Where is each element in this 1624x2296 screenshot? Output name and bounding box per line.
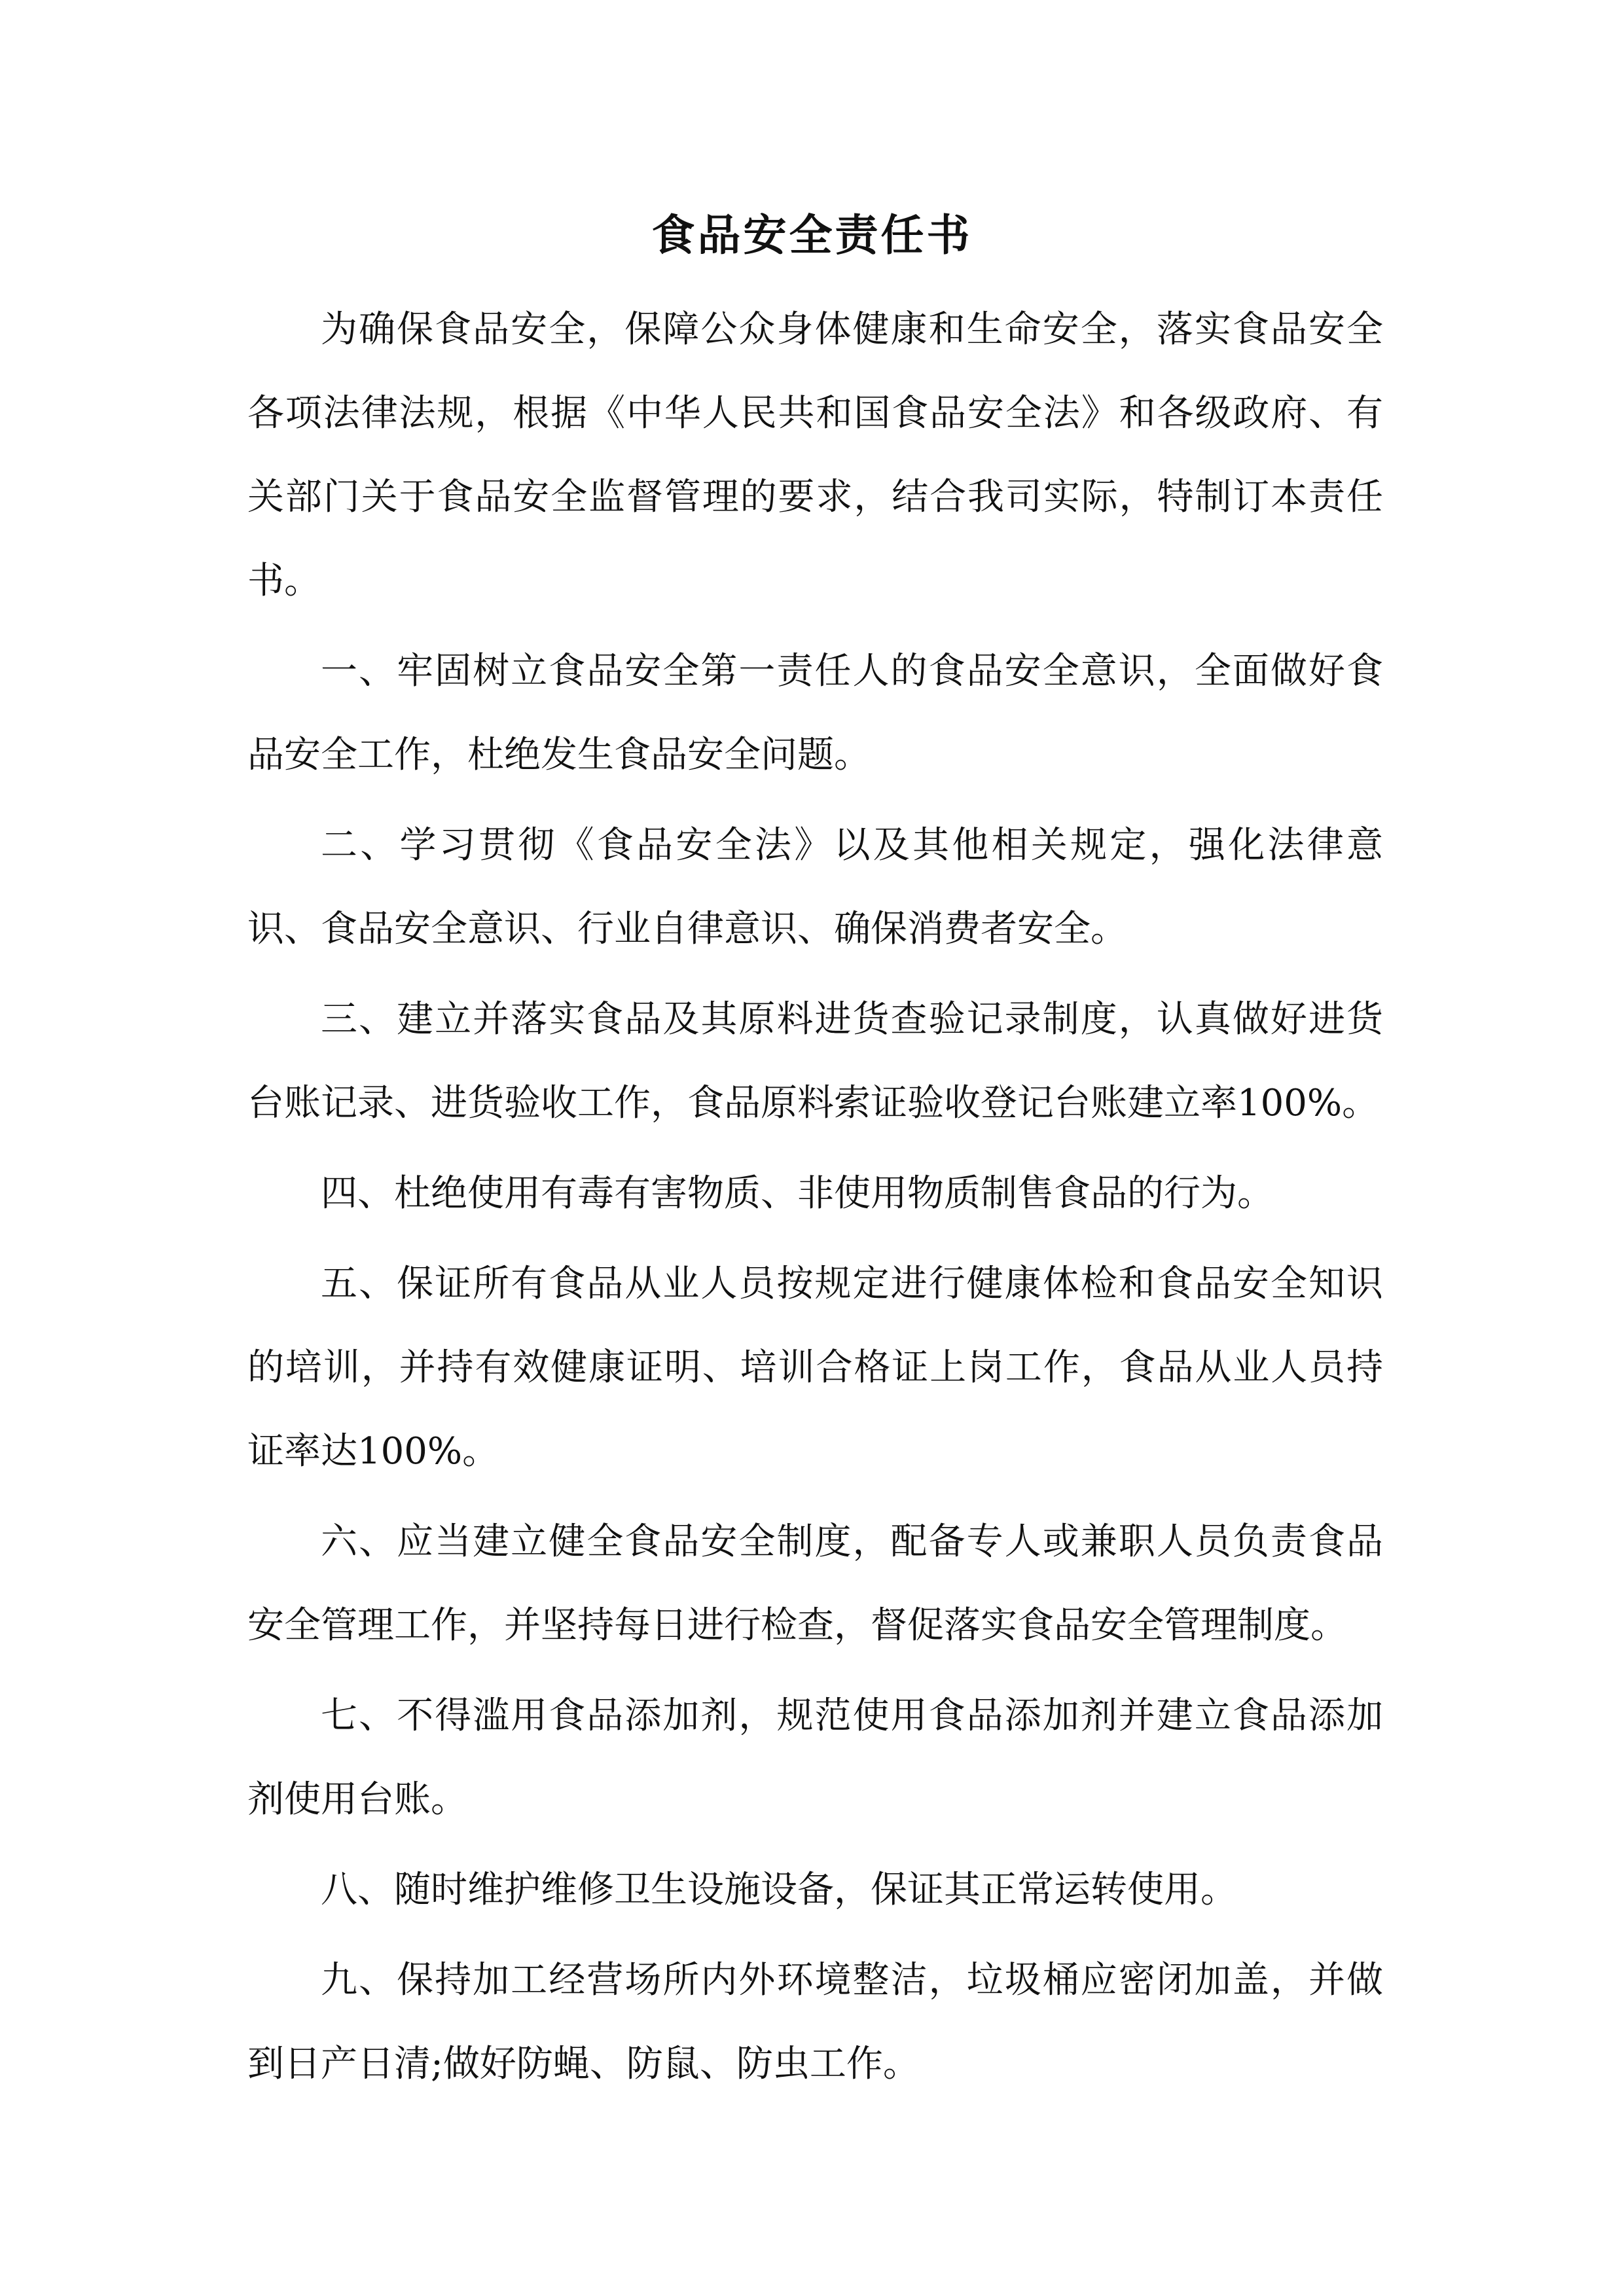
clause-1-paragraph: 一、牢固树立食品安全第一责任人的食品安全意识，全面做好食品安全工作，杜绝发生食品安全问题。 bbox=[247, 650, 1383, 776]
clause-4-paragraph: 四、杜绝使用有毒有害物质、非使用物质制售食品的行为。 bbox=[321, 1172, 1274, 1215]
intro-paragraph: 为确保食品安全，保障公众身体健康和生命安全，落实食品安全各项法律法规，根据《中华人民共和国食品安全法》和各级政府、有关部门关于食品安全监督管理的要求，结合我司实际，特制订本责任书。 bbox=[247, 308, 1383, 602]
clause-9-paragraph: 九、保持加工经营场所内外环境整洁，垃圾桶应密闭加盖，并做到日产日清;做好防蝇、防鼠、防虫工作。 bbox=[247, 1959, 1383, 2085]
clause-5-paragraph: 五、保证所有食品从业人员按规定进行健康体检和食品安全知识的培训，并持有效健康证明、培训合格证上岗工作，食品从业人员持证率达100%。 bbox=[247, 1263, 1383, 1473]
clause-3-paragraph: 三、建立并落实食品及其原料进货查验记录制度，认真做好进货台账记录、进货验收工作，食品原料索证验收登记台账建立率100%。 bbox=[247, 998, 1383, 1124]
document-title: 食品安全责任书 bbox=[651, 210, 973, 260]
clause-7-paragraph: 七、不得滥用食品添加剂，规范使用食品添加剂并建立食品添加剂使用台账。 bbox=[247, 1695, 1383, 1821]
clause-8-paragraph: 八、随时维护维修卫生设施设备，保证其正常运转使用。 bbox=[321, 1869, 1237, 1911]
clause-6-paragraph: 六、应当建立健全食品安全制度，配备专人或兼职人员负责食品安全管理工作，并坚持每日进行检查，督促落实食品安全管理制度。 bbox=[247, 1520, 1383, 1647]
document-body bbox=[247, 288, 1383, 2113]
clause-2-paragraph: 二、学习贯彻《食品安全法》以及其他相关规定，强化法律意识、食品安全意识、行业自律意识、确保消费者安全。 bbox=[247, 824, 1383, 950]
